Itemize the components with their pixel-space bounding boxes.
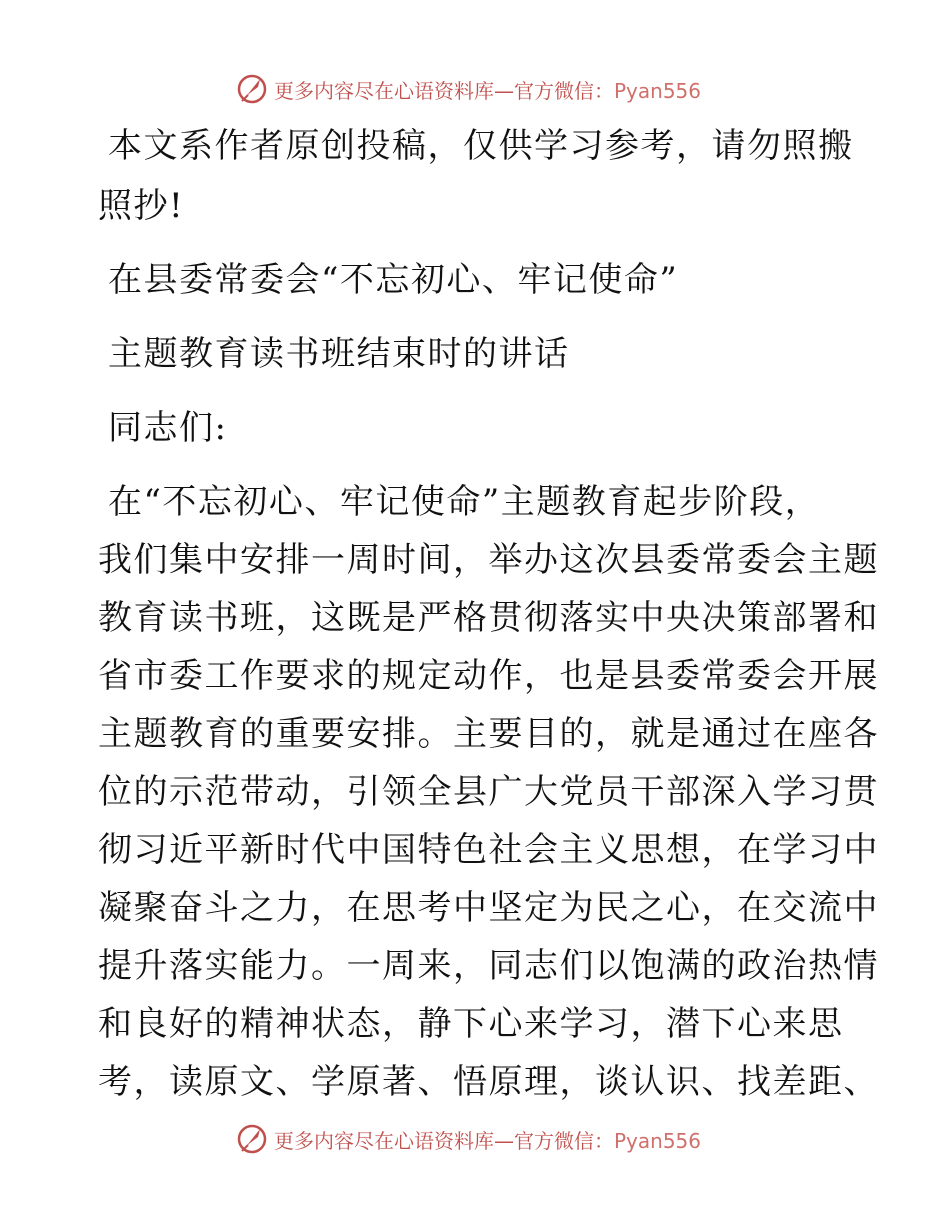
text-line: 省市委工作要求的规定动作，也是县委常委会开展 <box>98 656 879 696</box>
text-line: 和良好的精神状态，静下心来学习，潜下心来思 <box>98 1004 844 1044</box>
text-line: 我们集中安排一周时间，举办这次县委常委会主题 <box>98 540 879 580</box>
text-line: 位的示范带动，引领全县广大党员干部深入学习贯 <box>98 772 879 812</box>
watermark-text: 更多内容尽在心语资料库—官方微信：Pyan556 <box>274 78 702 103</box>
footer-watermark <box>236 1122 701 1156</box>
text-line: 本文系作者原创投稿，仅供学习参考，请勿照搬 <box>108 126 854 166</box>
text-line: 彻习近平新时代中国特色社会主义思想，在学习中 <box>98 830 879 870</box>
text-line: 提升落实能力。一周来，同志们以饱满的政治热情 <box>98 946 879 986</box>
text-line: 在“不忘初心、牢记使命”主题教育起步阶段， <box>108 482 821 522</box>
text-line: 主题教育读书班结束时的讲话 <box>108 334 570 374</box>
text-line: 同志们: <box>108 408 228 448</box>
text-line: 教育读书班，这既是严格贯彻落实中央决策部署和 <box>98 598 879 638</box>
text-line: 在县委常委会“不忘初心、牢记使命” <box>108 260 679 300</box>
text-line: 照抄! <box>98 186 185 226</box>
watermark-text: 更多内容尽在心语资料库—官方微信：Pyan556 <box>274 1128 702 1153</box>
text-line: 考，读原文、学原著、悟原理，谈认识、找差距、 <box>98 1062 879 1102</box>
quill-logo-icon <box>236 1123 268 1155</box>
text-line: 主题教育的重要安排。主要目的，就是通过在座各 <box>98 714 879 754</box>
text-line: 凝聚奋斗之力，在思考中坚定为民之心，在交流中 <box>98 888 879 928</box>
